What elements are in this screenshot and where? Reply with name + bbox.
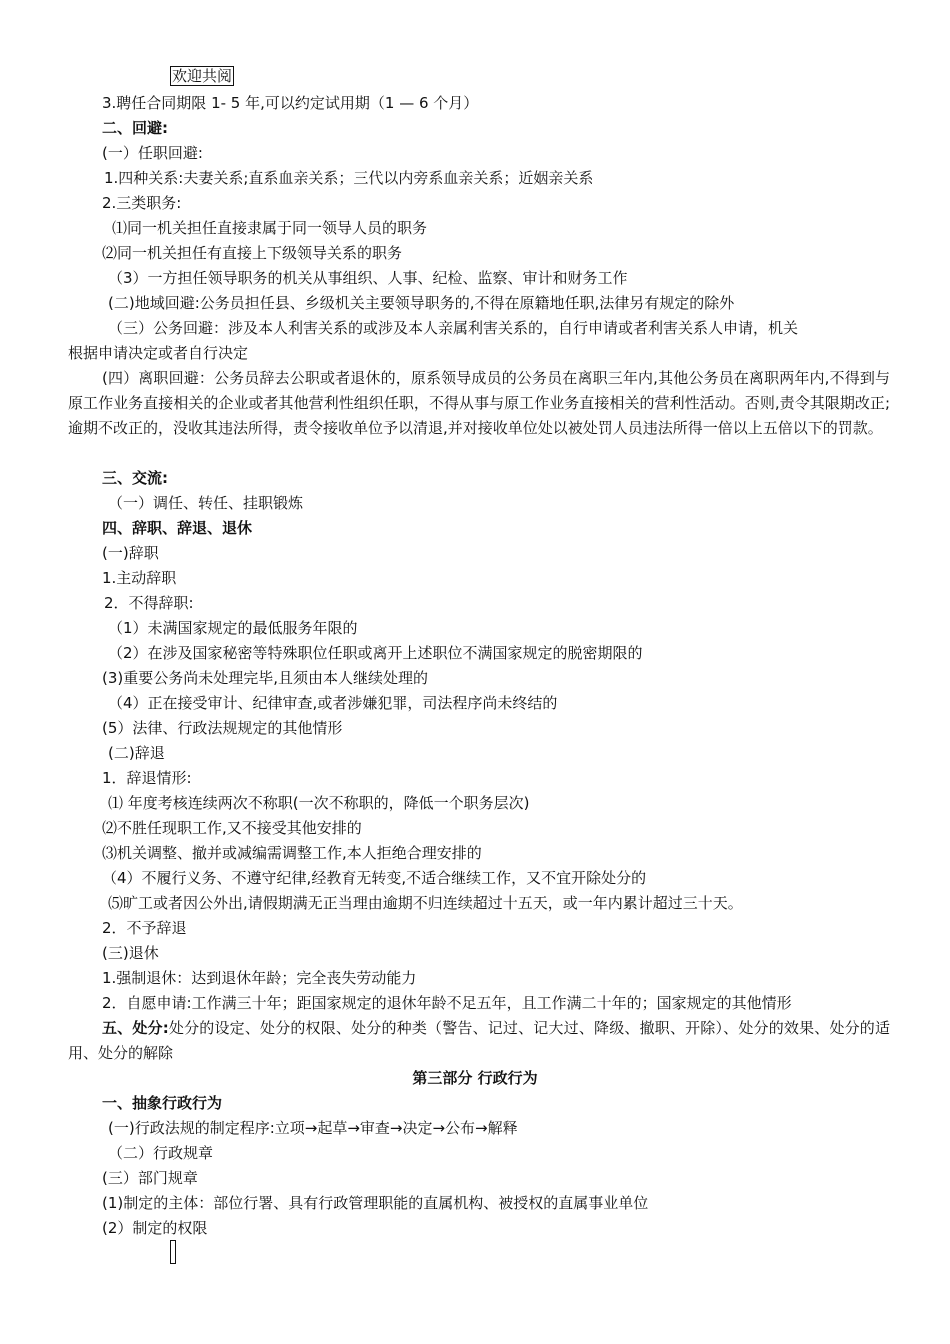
text-line: （2）在涉及国家秘密等特殊职位任职或离开上述职位不满国家规定的脱密期限的: [108, 644, 643, 662]
text-line: (5）法律、行政法规规定的其他情形: [102, 719, 343, 737]
text-line: （三）公务回避：涉及本人利害关系的或涉及本人亲属利害关系的，自行申请或者利害关系人申请，机关: [108, 319, 799, 337]
text-line: （4）不履行义务、不遵守纪律,经教育无转变,不适合继续工作，又不宜开除处分的: [102, 869, 647, 887]
text-line: (2）制定的权限: [102, 1219, 208, 1237]
text-line: ⑵不胜任现职工作,又不接受其他安排的: [102, 819, 362, 837]
text-line: 2.三类职务:: [102, 194, 182, 212]
text-line: （1）未满国家规定的最低服务年限的: [108, 619, 358, 637]
section-heading: 一、抽象行政行为: [102, 1094, 223, 1112]
text-line: （3）一方担任领导职务的机关从事组织、人事、纪检、监察、审计和财务工作: [108, 269, 628, 287]
text-line: (一)行政法规的制定程序:立项→起草→审查→决定→公布→解释: [108, 1119, 518, 1137]
text-line: （4）正在接受审计、纪律审查,或者涉嫌犯罪，司法程序尚未终结的: [108, 694, 558, 712]
text-line: 2．不得辞职:: [104, 594, 194, 612]
text-line: ⑶机关调整、撤并或减编需调整工作,本人拒绝合理安排的: [102, 844, 482, 862]
text-line: (三)退休: [102, 944, 159, 962]
text-line: ⑸旷工或者因公外出,请假期满无正当理由逾期不归连续超过十五天，或一年内累计超过三十天。: [108, 894, 743, 912]
text-line: 1．辞退情形:: [102, 769, 192, 787]
empty-box-marker: [170, 1240, 176, 1264]
text-line: （一）调任、转任、挂职锻炼: [108, 494, 304, 512]
text-line: （二）行政规章: [108, 1144, 214, 1162]
header-box: [170, 64, 234, 89]
text-line: ⑵同一机关担任有直接上下级领导关系的职务: [102, 244, 403, 262]
section-title: 第三部分 行政行为: [412, 1069, 538, 1087]
text-line: 2．不予辞退: [102, 919, 187, 937]
text-line: (二)辞退: [108, 744, 165, 762]
text-line: 1.四种关系:夫妻关系;直系血亲关系；三代以内旁系血亲关系；近姻亲关系: [104, 169, 594, 187]
text-line: ⑴ 年度考核连续两次不称职(一次不称职的，降低一个职务层次): [108, 794, 530, 812]
text-line: (二)地域回避:公务员担任县、乡级机关主要领导职务的,不得在原籍地任职,法律另有规定的除外: [108, 294, 735, 312]
text-line: (三）部门规章: [102, 1169, 198, 1187]
section-heading: 四、辞职、辞退、退休: [102, 519, 253, 537]
paragraph-lizhi-huibi: (四）离职回避：公务员辞去公职或者退休的，原系领导成员的公务员在离职三年内,其他公务员在离职两年内,不得到与原工作业务直接相关的企业或者其他营利性组织任职，不得从事与原工作业务直接相关的营利性活动。否则,责令其限期改正;逾期不改正的，没收其违法所得，责令接收单位予以清退,并对接收单位处以被处罚人员违法所得一倍以上五倍以下的罚款。: [68, 369, 890, 437]
text-line: ⑴同一机关担任直接隶属于同一领导人员的职务: [112, 219, 428, 237]
text-line: 1.强制退休：达到退休年龄；完全丧失劳动能力: [102, 969, 417, 987]
text-line: (一）任职回避:: [102, 144, 203, 162]
chufen-text: 处分的设定、处分的权限、处分的种类（警告、记过、记大过、降级、撤职、开除）、处分的效果、处分的适用、处分的解除: [68, 1019, 890, 1062]
text-line: (一)辞职: [102, 544, 159, 562]
text-line: 3.聘任合同期限 1- 5 年,可以约定试用期（1 — 6 个月）: [102, 94, 479, 112]
chufen-label: 五、处分:: [102, 1019, 169, 1037]
text-line: 根据申请决定或者自行决定: [68, 344, 249, 362]
text-line: (1)制定的主体：部位行署、具有行政管理职能的直属机构、被授权的直属事业单位: [102, 1194, 649, 1212]
text-line: (3)重要公务尚未处理完毕,且须由本人继续处理的: [102, 669, 429, 687]
section-heading: 二、回避:: [102, 119, 168, 137]
text-line: 1.主动辞职: [102, 569, 177, 587]
header-box-text: 欢迎共阅: [172, 67, 233, 85]
text-line: 2．自愿申请:工作满三十年；距国家规定的退休年龄不足五年，且工作满二十年的；国家规定的其他情形: [102, 994, 792, 1012]
paragraph-chufen: [68, 1016, 890, 1066]
section-heading: 三、交流:: [102, 469, 168, 487]
